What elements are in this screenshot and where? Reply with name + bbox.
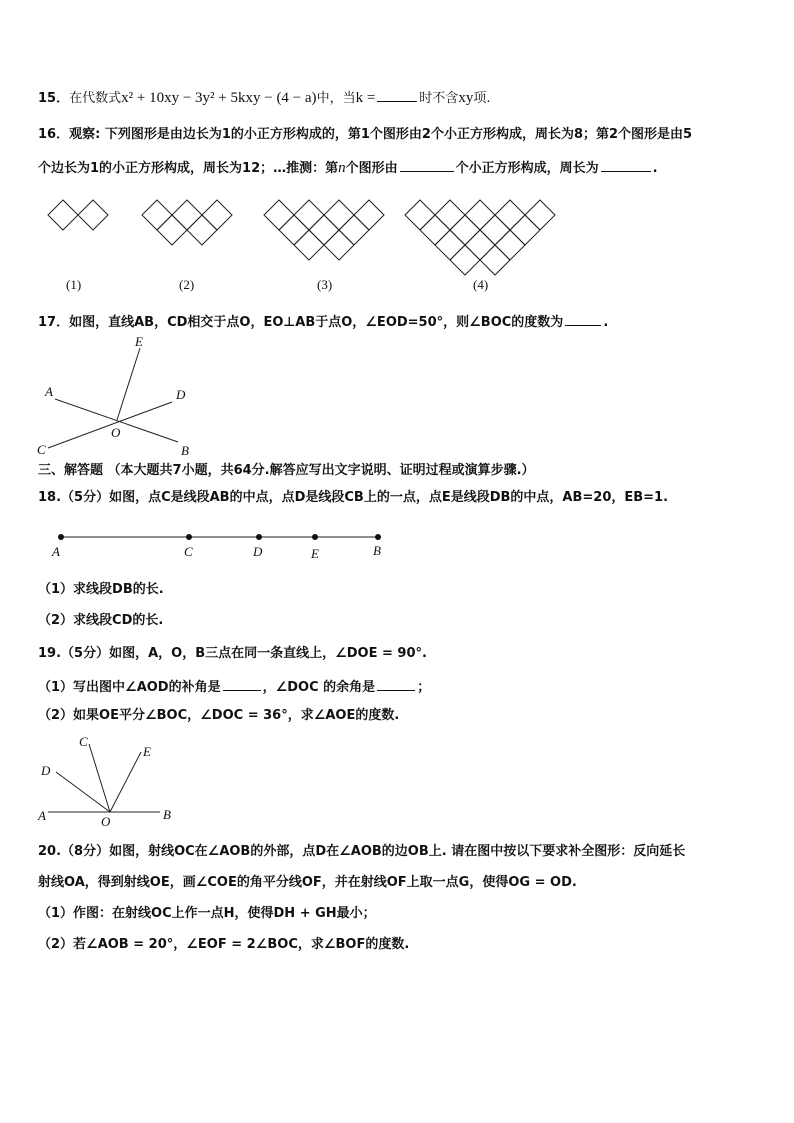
label-D: D (176, 387, 186, 402)
label-C: C (79, 734, 88, 749)
q15-text-3: 时不含 (419, 91, 459, 106)
q15-xy: xy (458, 90, 474, 106)
caption-2: (2) (179, 277, 195, 292)
question-17 (38, 311, 608, 332)
pattern-4 (405, 200, 555, 275)
q20-text-line-1: 如图，射线OC在∠AOB的外部，点D在∠AOB的边OB上. 请在图中按以下要求补全图形：反向延长 (109, 844, 686, 859)
label-B: B (181, 443, 189, 458)
ray-OD (56, 772, 110, 812)
question-18 (38, 489, 668, 507)
q17-intersecting-lines-figure (0, 330, 260, 460)
caption-1: (1) (66, 277, 82, 292)
q18-part-2: （2）求线段CD的长. (38, 613, 164, 628)
section-3-title: 三、解答题 (38, 463, 104, 478)
q19-number: 19. (38, 646, 62, 661)
ray-OC (89, 744, 110, 812)
q19-part-1 (38, 676, 430, 697)
q20-number: 20. (38, 844, 62, 859)
q20-part-1: （1）作图：在射线OC上作一点H，使得DH + GH最小； (38, 906, 376, 921)
q15-text-1: 在代数式 (69, 91, 122, 106)
label-A: A (38, 808, 46, 823)
point-B (375, 534, 381, 540)
q17-end: . (603, 315, 609, 330)
q15-k-equals: k = (355, 90, 376, 106)
question-16-line-1 (38, 126, 692, 144)
point-A (58, 534, 64, 540)
point-E (312, 534, 318, 540)
q19-part-1b: ，∠DOC 的余角是 (262, 680, 376, 695)
label-A: A (52, 544, 60, 559)
question-19 (38, 645, 427, 663)
q18-score: （5分） (61, 490, 110, 505)
label-C: C (184, 544, 193, 559)
q18-number: 18. (38, 490, 62, 505)
q15-answer-blank[interactable] (377, 87, 417, 102)
label-O: O (111, 425, 121, 440)
label-E: E (311, 546, 319, 561)
q19-part-2: （2）如果OE平分∠BOC，∠DOC = 36°，求∠AOE的度数. (38, 708, 400, 723)
q19-angle-figure (0, 730, 220, 830)
q19-part-1c: ； (417, 680, 431, 695)
pattern-1 (48, 200, 108, 230)
pattern-2 (142, 200, 232, 245)
q19-score: （5分） (61, 646, 110, 661)
q17-answer-blank[interactable] (565, 311, 601, 326)
q18-segment-figure (0, 525, 420, 565)
q15-text-2: 中，当 (316, 91, 356, 106)
q15-number: 15． (38, 91, 70, 106)
section-3-note: （本大题共7小题，共64分.解答应写出文字说明、证明过程或演算步骤.） (107, 463, 535, 478)
q16-text-line-2d: . (652, 161, 658, 176)
label-E: E (135, 334, 143, 349)
q19-part-1a: （1）写出图中∠AOD的补角是 (38, 680, 221, 695)
q15-expression: x² + 10xy − 3y² + 5kxy − (4 − a) (121, 90, 317, 106)
section-3-header (38, 462, 535, 480)
q16-count-blank[interactable] (400, 157, 454, 172)
q16-square-patterns-figure (0, 185, 794, 295)
question-20-line-2: 射线OA，得到射线OE，画∠COE的角平分线OF，并在射线OF上取一点G，使得OG = OD. (38, 875, 577, 890)
q20-score: （8分） (61, 844, 110, 859)
question-20-line-1 (38, 843, 685, 861)
q16-text-line-2a: 个边长为1的小正方形构成，周长为12；…推测：第 (38, 161, 339, 176)
q16-text-line-2c: 个小正方形构成，周长为 (455, 161, 599, 176)
line-CD (48, 402, 172, 448)
label-D: D (253, 544, 263, 559)
label-C: C (37, 442, 46, 457)
pattern-3 (264, 200, 384, 260)
q18-part-1: （1）求线段DB的长. (38, 582, 164, 597)
q16-text-line-1: 观察: 下列图形是由边长为1的小正方形构成的，第1个图形由2个小正方形构成，周长为8；第2个图形是由5 (69, 127, 693, 142)
ray-OE (110, 752, 141, 812)
point-D (256, 534, 262, 540)
q20-part-2: （2）若∠AOB = 20°，∠EOF = 2∠BOC，求∠BOF的度数. (38, 937, 410, 952)
label-E: E (143, 744, 151, 759)
q19-text: 如图，A，O，B三点在同一条直线上，∠DOE = 90°. (109, 646, 427, 661)
label-A: A (45, 384, 53, 399)
label-O: O (101, 814, 111, 829)
q17-text: 如图，直线AB，CD相交于点O，EO⊥AB于点O，∠EOD=50°，则∠BOC的度数为 (69, 315, 564, 330)
q15-text-4: 项. (473, 91, 491, 106)
q19-complement-blank[interactable] (377, 676, 415, 691)
q18-text: 如图，点C是线段AB的中点，点D是线段CB上的一点，点E是线段DB的中点，AB=20，EB=1. (109, 490, 669, 505)
q16-n: n (338, 160, 346, 176)
q16-text-line-2b: 个图形由 (345, 161, 398, 176)
q19-supplement-blank[interactable] (223, 676, 261, 691)
caption-4: (4) (473, 277, 489, 292)
question-16-line-2 (38, 157, 658, 178)
q16-perimeter-blank[interactable] (601, 157, 651, 172)
point-C (186, 534, 192, 540)
ray-OE (117, 348, 140, 420)
label-B: B (163, 807, 171, 822)
label-D: D (41, 763, 51, 778)
q17-number: 17． (38, 315, 70, 330)
label-B: B (373, 543, 381, 558)
q16-number: 16． (38, 127, 70, 142)
question-15 (38, 87, 490, 108)
caption-3: (3) (317, 277, 333, 292)
